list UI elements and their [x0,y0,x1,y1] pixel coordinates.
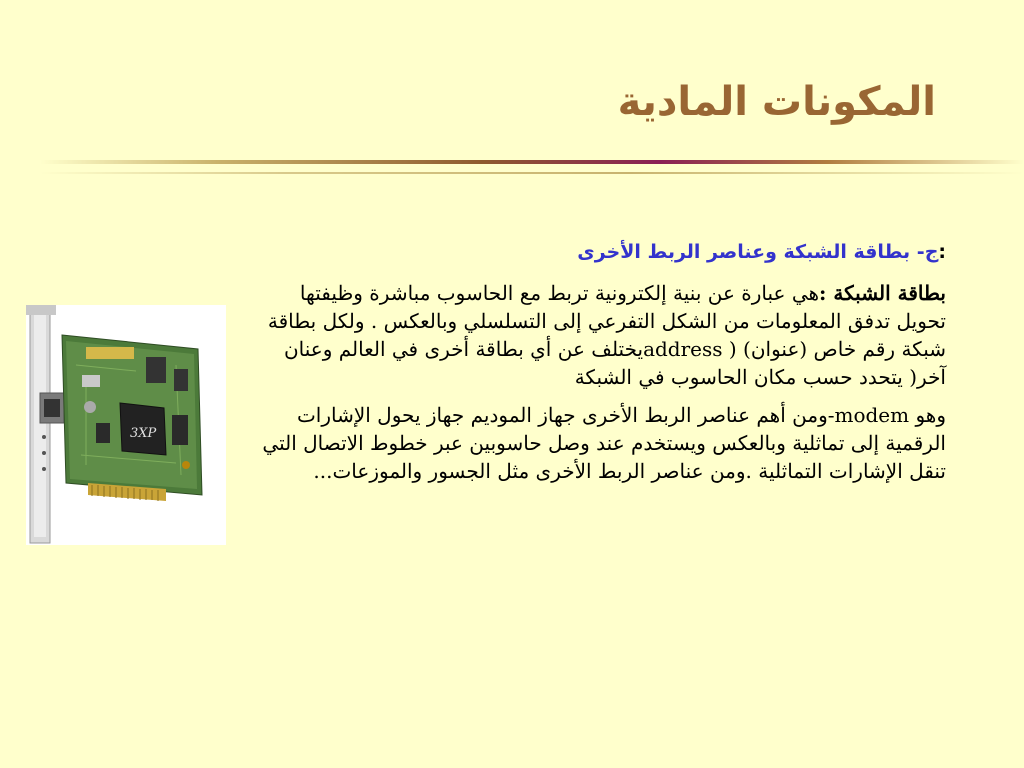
network-card-term: بطاقة الشبكة : [819,280,946,305]
section-heading-colon: : [938,241,946,263]
section-heading-text: ج- بطاقة الشبكة وعناصر الربط الأخرى [577,241,939,263]
network-card-description: هي عبارة عن بنية إلكترونية تربط مع الحاسوب مباشرة وظيفتها تحويل تدفق المعلومات من الشكل التفرعي إلى التسلسلي وبالعكس . ولكل بطاقة شبكة رقم خاص (عنوان) ( addressيختلف عن أي بطاقة أخرى في العالم وعنان آخر( يتحدد حسب مكان الحاسوب في الشبكة [267,280,946,389]
network-card-paragraph [256,279,946,391]
title-divider-thin [40,172,1024,174]
title-divider [40,160,1024,164]
section-heading [256,240,946,265]
modem-paragraph: وهو modem-ومن أهم عناصر الربط الأخرى جهاز الموديم جهاز يحول الإشارات الرقمية إلى تماثلية وبالعكس ويستخدم عند وصل حاسوبين عبر خطوط الاتصال التي تنقل الإشارات التماثلية .ومن عناصر الربط الأخرى مثل الجسور والموزعات... [262,402,946,483]
slide-content [256,240,946,495]
network-card-image [26,305,226,545]
slide-title: المكونات المادية [617,79,936,125]
chip-label: 3XP [130,426,157,441]
